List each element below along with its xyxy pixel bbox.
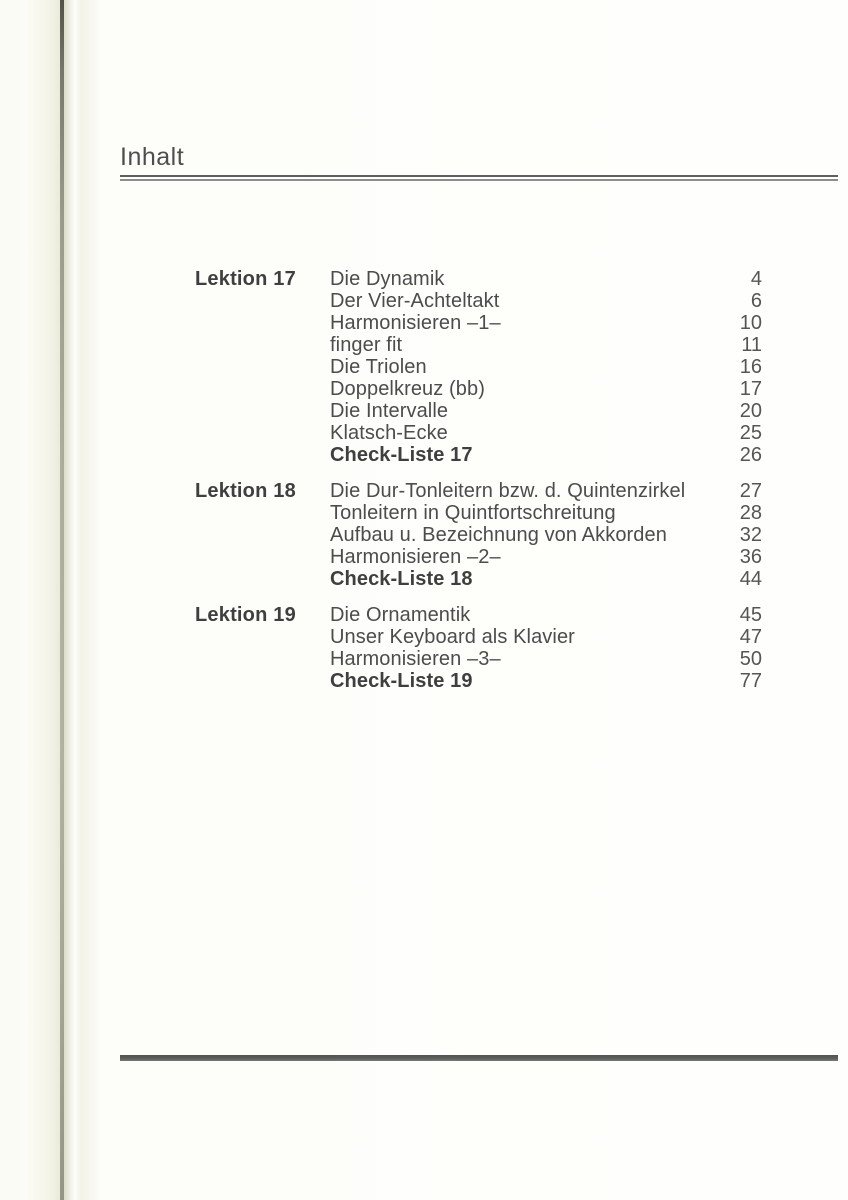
toc-entry xyxy=(330,502,762,524)
entry-title: Klatsch-Ecke xyxy=(330,422,448,444)
entry-title: finger fit xyxy=(330,334,403,356)
entry-title: Unser Keyboard als Klavier xyxy=(330,626,575,648)
entry-title: Check-Liste 19 xyxy=(330,670,473,692)
bottom-rule xyxy=(120,1055,838,1061)
book-gutter-shadow xyxy=(28,0,100,1200)
entry-page: 4 xyxy=(750,268,762,290)
entry-page: 26 xyxy=(739,444,762,466)
toc-entry xyxy=(330,422,762,444)
entry-page: 25 xyxy=(739,422,762,444)
entry-page: 32 xyxy=(739,524,762,546)
entry-title: Die Dynamik xyxy=(330,268,445,290)
toc-section xyxy=(195,268,762,466)
section-label: Lektion 18 xyxy=(195,480,296,502)
page-header xyxy=(120,144,838,181)
toc-entry xyxy=(330,444,762,466)
toc-entry xyxy=(330,268,762,290)
entry-title: Aufbau u. Bezeichnung von Akkorden xyxy=(330,524,667,546)
section-entries xyxy=(330,604,762,692)
entry-title: Harmonisieren –3– xyxy=(330,648,501,670)
toc-entry xyxy=(330,400,762,422)
entry-page: 50 xyxy=(739,648,762,670)
title-rule-bottom xyxy=(120,179,838,181)
entry-title: Die Triolen xyxy=(330,356,427,378)
toc-entry xyxy=(330,648,762,670)
entry-page: 28 xyxy=(739,502,762,524)
toc-entry xyxy=(330,670,762,692)
toc-entry xyxy=(330,546,762,568)
entry-page: 44 xyxy=(739,568,762,590)
entry-page: 10 xyxy=(739,312,762,334)
toc-section xyxy=(195,480,762,590)
section-label: Lektion 17 xyxy=(195,268,296,290)
gutter-highlight xyxy=(68,0,82,1200)
toc-entry xyxy=(330,604,762,626)
toc-entry xyxy=(330,524,762,546)
entry-page: 6 xyxy=(750,290,762,312)
toc-entry xyxy=(330,356,762,378)
toc-entry xyxy=(330,480,762,502)
section-label: Lektion 19 xyxy=(195,604,296,626)
page-title: Inhalt xyxy=(120,143,185,171)
section-entries xyxy=(330,480,762,590)
gutter-spine-line xyxy=(60,0,64,1200)
toc-entry xyxy=(330,290,762,312)
toc-entry xyxy=(330,626,762,648)
entry-page: 11 xyxy=(741,334,762,356)
title-double-rule xyxy=(120,175,838,181)
toc-entry xyxy=(330,378,762,400)
entry-title: Doppelkreuz (bb) xyxy=(330,378,486,400)
entry-title: Tonleitern in Quintfortschreitung xyxy=(330,502,616,524)
entry-page: 17 xyxy=(739,378,762,400)
entry-page: 27 xyxy=(739,480,762,502)
entry-title: Der Vier-Achteltakt xyxy=(330,290,500,312)
entry-title: Check-Liste 18 xyxy=(330,568,473,590)
toc xyxy=(195,268,762,692)
entry-title: Die Intervalle xyxy=(330,400,449,422)
entry-page: 36 xyxy=(739,546,762,568)
entry-page: 47 xyxy=(739,626,762,648)
section-entries xyxy=(330,268,762,466)
entry-title: Check-Liste 17 xyxy=(330,444,473,466)
entry-title: Harmonisieren –1– xyxy=(330,312,501,334)
toc-entry xyxy=(330,312,762,334)
toc-section xyxy=(195,604,762,692)
entry-page: 45 xyxy=(739,604,762,626)
entry-title: Harmonisieren –2– xyxy=(330,546,501,568)
title-rule-top xyxy=(120,175,838,177)
entry-page: 16 xyxy=(739,356,762,378)
toc-entry xyxy=(330,568,762,590)
entry-title: Die Dur-Tonleitern bzw. d. Quintenzirkel xyxy=(330,480,686,502)
entry-title: Die Ornamentik xyxy=(330,604,471,626)
entry-page: 20 xyxy=(739,400,762,422)
toc-entry xyxy=(330,334,762,356)
entry-page: 77 xyxy=(739,670,762,692)
